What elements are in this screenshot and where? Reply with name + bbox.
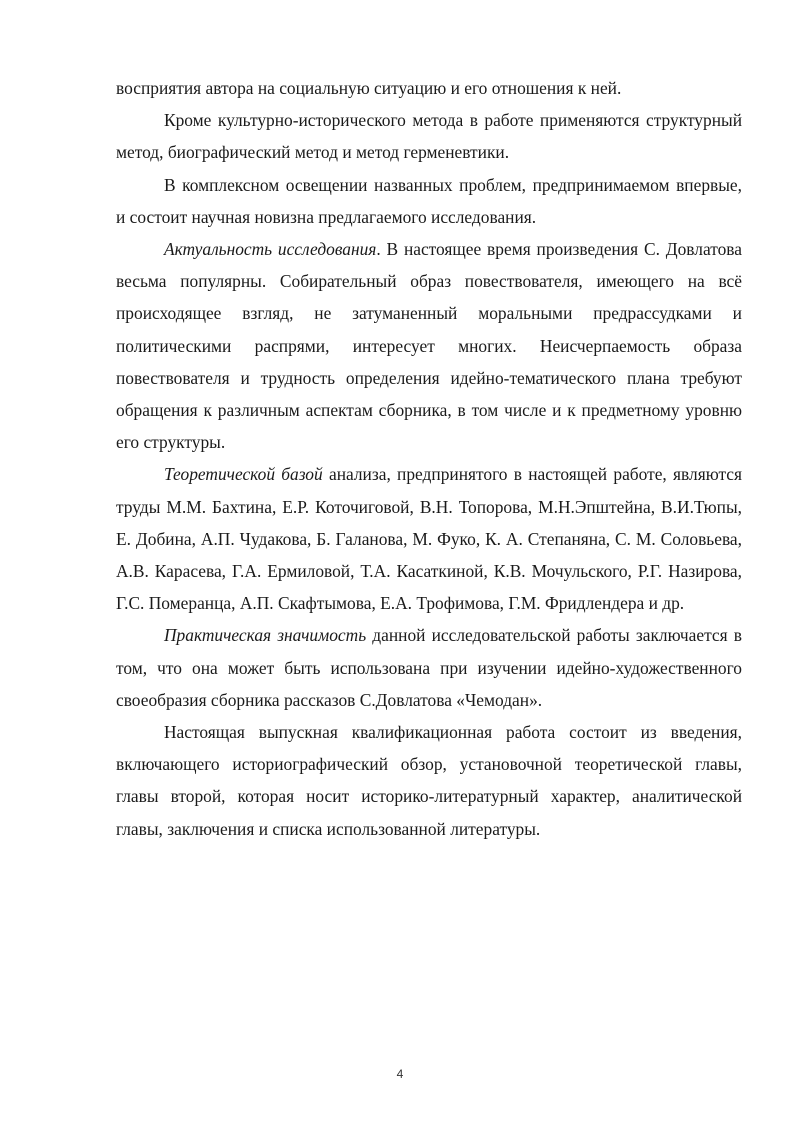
paragraph-lead-italic: Практическая значимость <box>164 625 367 646</box>
paragraph-lead-italic: Теоретической базой <box>164 464 323 485</box>
document-page <box>116 72 742 845</box>
paragraph-continuation <box>116 72 742 104</box>
paragraph-text: анализа, предпринятого в настоящей работе, являются труды М.М. Бахтина, Е.Р. Коточиговой, В.Н. Топорова, М.Н.Эпштейна, В.И.Тюпы, Е. Добина, А.П. Чудакова, Б. Галанова, М. Фуко, К. А. Степаняна, С. М. Соловьева, А.В. Карасева, Г.А. Ермиловой, Т.А. Касаткиной, К.В. Мочульского, Р.Г. Назирова, Г.С. Померанца, А.П. Скафтымова, Е.А. Трофимова, Г.М. Фридлендера и др. <box>116 464 742 614</box>
page-number: 4 <box>396 1067 404 1081</box>
paragraph-text: восприятия автора на социальную ситуацию и его отношения к ней. <box>116 78 622 98</box>
paragraph-lead-italic: Актуальность исследования <box>164 239 377 260</box>
paragraph-practical-significance <box>116 619 742 716</box>
paragraph-text: Настоящая выпускная квалификационная работа состоит из введения, включающего историографический обзор, установочной теоретической главы, главы второй, которая носит историко-литературный характер, аналитической главы, заключения и списка использованной литературы. <box>116 722 742 839</box>
paragraph-structure <box>116 716 742 845</box>
paragraph-text: . В настоящее время произведения С. Довлатова весьма популярны. Собирательный образ повествователя, имеющего на всё происходящее взгляд, не затуманенный моральными предрассудками и политическими распрями, интересует многих. Неисчерпаемость образа повествователя и трудность определения идейно-тематического плана требуют обращения к различным аспектам сборника, в том числе и к предметному уровню его структуры. <box>116 239 742 453</box>
paragraph-text: данной исследовательской работы заключается в том, что она может быть использована при изучении идейно-художественного своеобразия сборника рассказов С.Довлатова «Чемодан». <box>116 625 742 710</box>
paragraph-novelty <box>116 169 742 233</box>
paragraph-methods <box>116 104 742 168</box>
paragraph-text: В комплексном освещении названных проблем, предпринимаемом впервые, и состоит научная новизна предлагаемого исследования. <box>116 174 742 227</box>
paragraph-text: Кроме культурно-исторического метода в работе применяются структурный метод, биографический метод и метод герменевтики. <box>116 110 742 163</box>
paragraph-theoretical-basis <box>116 458 742 619</box>
paragraph-relevance <box>116 233 742 458</box>
